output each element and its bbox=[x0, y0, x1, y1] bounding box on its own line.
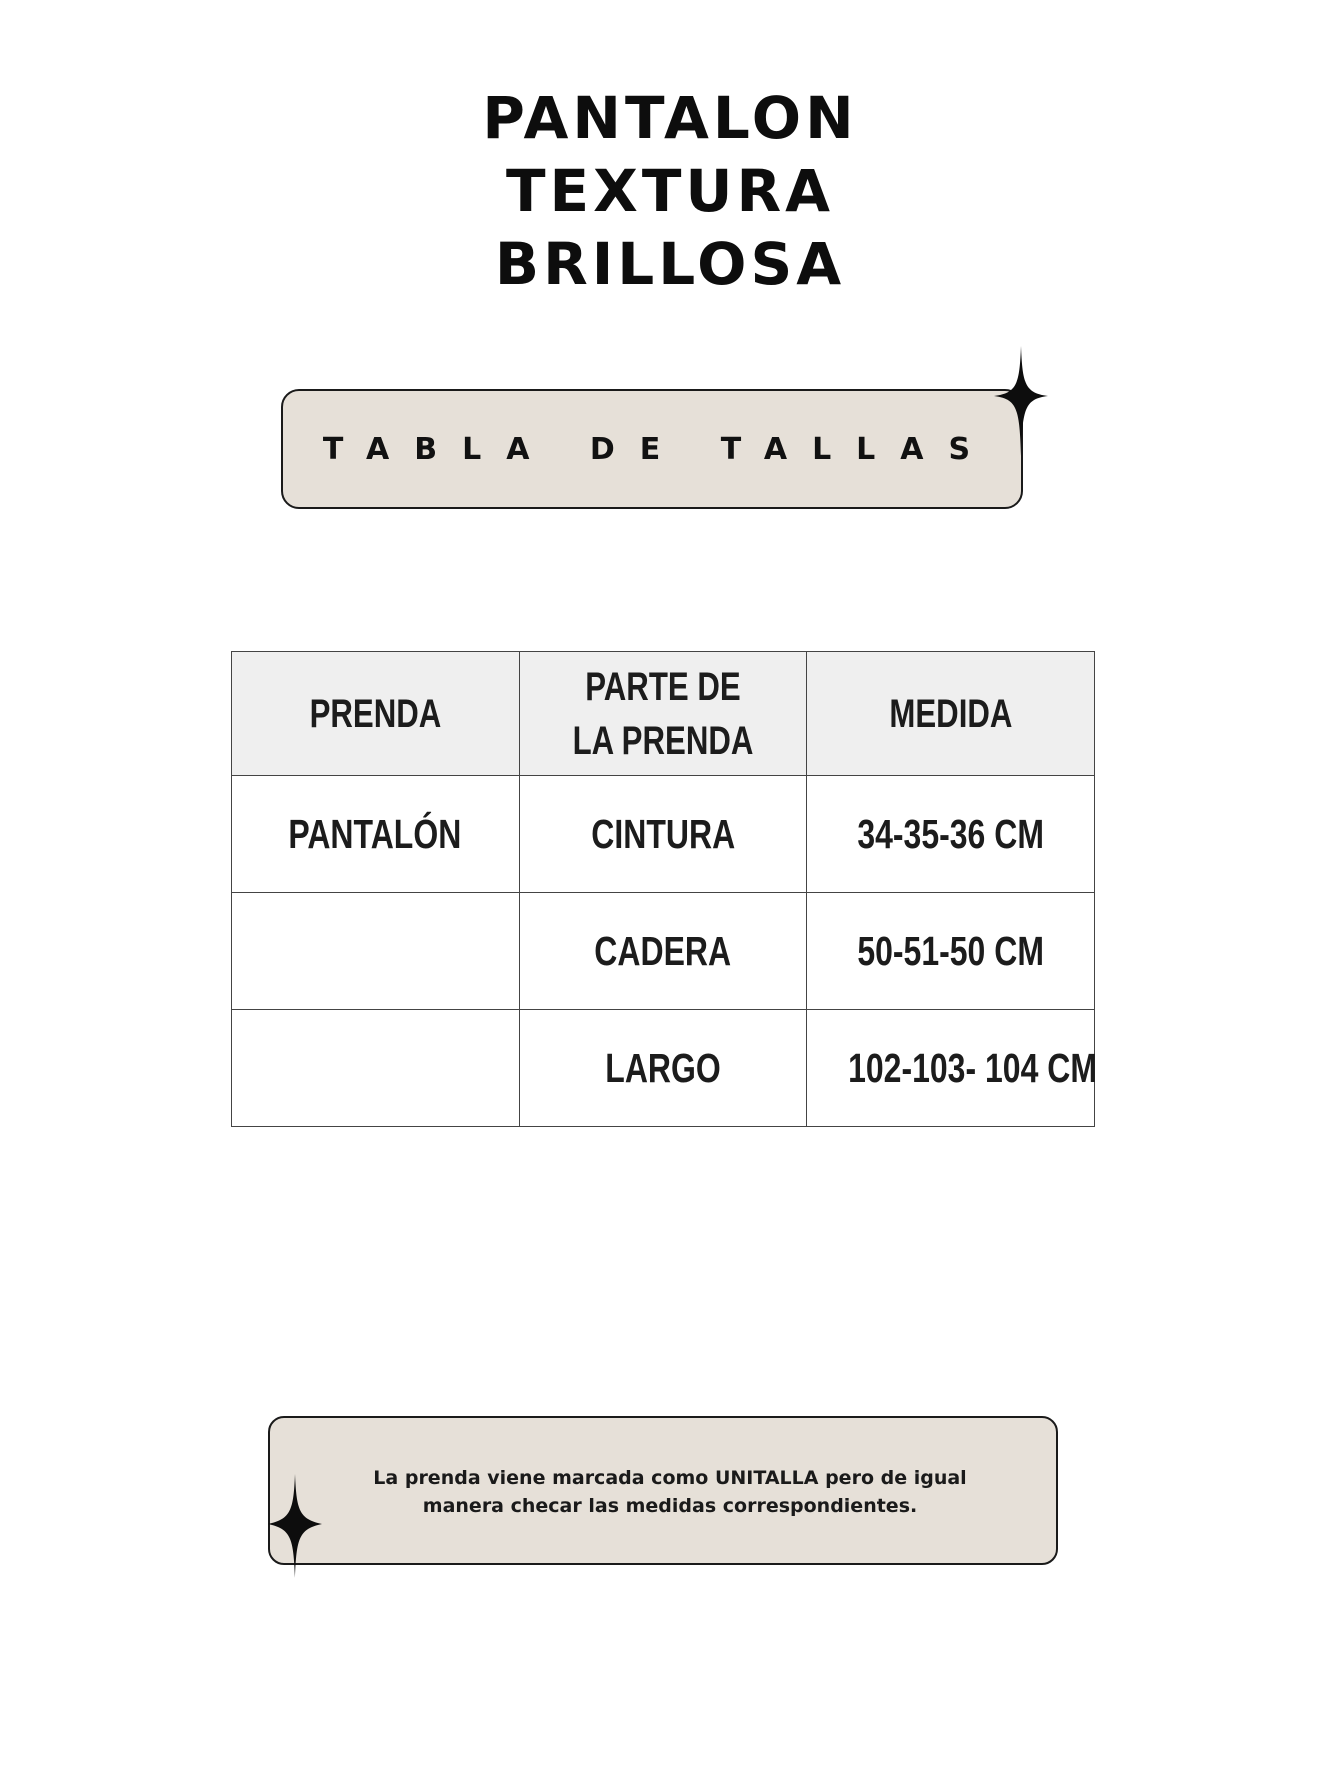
note-box bbox=[268, 1416, 1058, 1565]
title-line-2: TEXTURA bbox=[505, 157, 835, 225]
page-title bbox=[0, 82, 1340, 301]
header-prenda: PRENDA bbox=[232, 652, 520, 776]
note-text: La prenda viene marcada como UNITALLA pero de igual manera checar las medidas correspondientes. bbox=[373, 1467, 967, 1517]
table-header-row bbox=[232, 652, 1095, 776]
table-cell-prenda: PANTALÓN bbox=[232, 776, 520, 893]
table-cell-parte: LARGO bbox=[519, 1010, 807, 1127]
table-cell-prenda bbox=[232, 893, 520, 1010]
table-cell-medida: 34-35-36 CM bbox=[807, 776, 1095, 893]
table-cell-parte: CINTURA bbox=[519, 776, 807, 893]
table-row bbox=[232, 1010, 1095, 1127]
table-row bbox=[232, 776, 1095, 893]
size-chart-banner-label: TABLA DE TALLAS bbox=[322, 431, 996, 467]
table-row bbox=[232, 893, 1095, 1010]
table-cell-parte: CADERA bbox=[519, 893, 807, 1010]
size-table bbox=[231, 651, 1098, 1127]
size-chart-banner bbox=[281, 389, 1023, 509]
table-cell-medida: 102-103- 104 CM bbox=[807, 1010, 1095, 1127]
sparkle-icon bbox=[268, 1474, 322, 1578]
header-medida: MEDIDA bbox=[807, 652, 1095, 776]
table-cell-prenda bbox=[232, 1010, 520, 1127]
header-parte-de-la-prenda: PARTE DE LA PRENDA bbox=[519, 652, 807, 776]
sparkle-icon bbox=[994, 346, 1048, 456]
title-line-1: PANTALON bbox=[482, 84, 858, 152]
title-line-3: BRILLOSA bbox=[494, 230, 846, 298]
table-cell-medida: 50-51-50 CM bbox=[807, 893, 1095, 1010]
